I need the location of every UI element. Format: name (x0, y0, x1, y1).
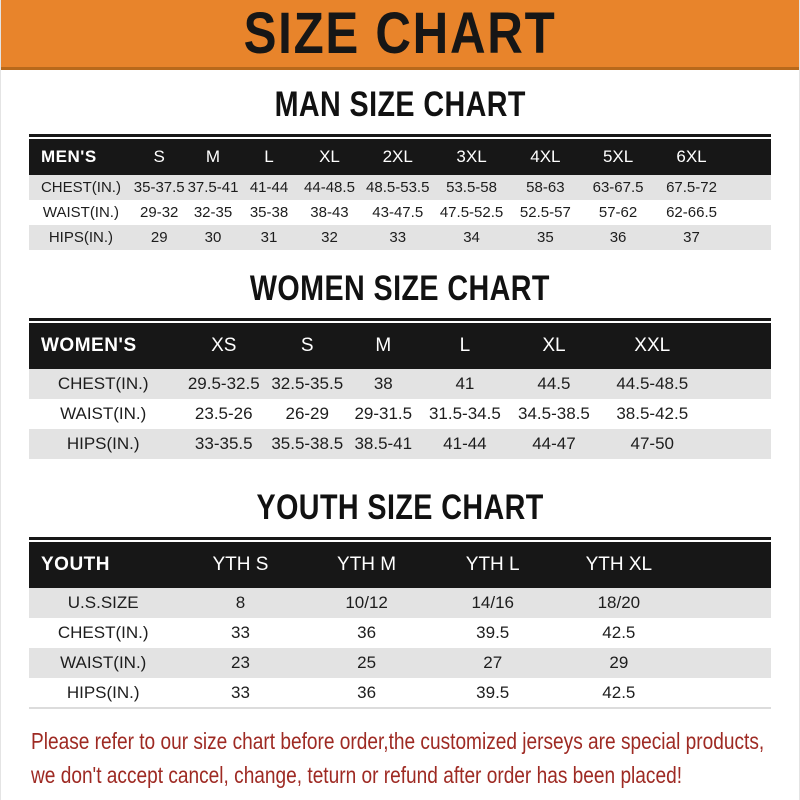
youth-row-spacer-1 (682, 618, 771, 648)
youth-row-label-1: CHEST(IN.) (57, 623, 149, 642)
men-table-label: MEN'S (29, 139, 133, 175)
women-col-header-1: S (270, 323, 344, 369)
men-row-spacer-0 (729, 175, 771, 200)
women-cell-1-4: 34.5-38.5 (518, 404, 590, 423)
men-cell-2-4: 33 (389, 229, 407, 246)
men-cell-0-4: 48.5-53.5 (366, 179, 430, 196)
youth-cell-2-3: 29 (609, 653, 629, 672)
youth-cell-0-2: 14/16 (471, 593, 514, 612)
women-row-spacer-0 (704, 369, 771, 399)
women-row-spacer-2 (704, 429, 771, 459)
youth-size-table-wrap (29, 537, 771, 709)
youth-cell-2-0: 23 (231, 653, 250, 672)
men-cell-0-7: 63-67.5 (592, 179, 644, 196)
youth-row-label-0: U.S.SIZE (67, 593, 139, 612)
youth-cell-1-1: 36 (357, 623, 377, 642)
youth-table-top-rule (29, 537, 771, 540)
women-row-spacer-1 (704, 399, 771, 429)
men-cell-2-7: 36 (609, 229, 627, 246)
women-cell-2-3: 41-44 (443, 434, 487, 453)
disclaimer-line-1: Please refer to our size chart before order,the customized jerseys are special products, (31, 728, 765, 754)
women-col-header-5: XXL (600, 323, 704, 369)
women-cell-0-3: 41 (455, 374, 475, 393)
women-row-label-2: HIPS(IN.) (66, 434, 140, 453)
youth-row-1 (29, 618, 771, 648)
men-col-header-8: 6XL (654, 139, 728, 175)
women-row-label-1: WAIST(IN.) (60, 404, 147, 423)
men-cell-2-0: 29 (150, 229, 168, 246)
youth-col-header-0: YTH S (177, 542, 303, 588)
men-col-header-6: 4XL (509, 139, 582, 175)
youth-col-header-2: YTH L (430, 542, 556, 588)
men-cell-1-1: 32-35 (193, 204, 233, 221)
men-cell-1-8: 62-66.5 (666, 204, 717, 221)
women-size-table (29, 323, 771, 459)
youth-size-table (29, 542, 771, 709)
men-cell-0-1: 37.5-41 (187, 179, 239, 196)
youth-cell-0-0: 8 (235, 593, 246, 612)
men-col-header-5: 3XL (434, 139, 509, 175)
men-table-top-rule (29, 134, 771, 137)
men-cell-2-6: 35 (537, 229, 554, 246)
youth-row-spacer-2 (682, 648, 771, 678)
men-col-header-4: 2XL (361, 139, 434, 175)
youth-header-row (29, 542, 771, 588)
disclaimer-line-2: we don't accept cancel, change, teturn or refund after order has been placed! (31, 762, 683, 788)
women-cell-0-1: 32.5-35.5 (271, 374, 344, 393)
youth-cell-3-2: 39.5 (476, 682, 510, 702)
women-cell-2-1: 35.5-38.5 (271, 434, 344, 453)
men-row-spacer-1 (729, 200, 771, 225)
youth-row-label-3: HIPS(IN.) (66, 682, 140, 702)
youth-cell-0-1: 10/12 (345, 593, 388, 612)
women-row-2 (29, 429, 771, 459)
women-section-title-text: WOMEN SIZE CHART (250, 269, 550, 308)
men-cell-2-8: 37 (683, 229, 700, 246)
men-col-header-2: L (240, 139, 297, 175)
men-cell-2-5: 34 (463, 229, 480, 246)
men-cell-2-3: 32 (321, 229, 338, 246)
women-row-1 (29, 399, 771, 429)
women-cell-1-0: 23.5-26 (194, 404, 253, 423)
women-header-spacer (704, 323, 771, 369)
youth-row-spacer-3 (682, 678, 771, 708)
youth-cell-3-3: 42.5 (602, 682, 636, 702)
youth-row-0 (29, 588, 771, 618)
women-table-top-rule (29, 318, 771, 321)
men-row-label-1: WAIST(IN.) (42, 204, 119, 221)
men-row-0 (29, 175, 771, 200)
women-cell-2-4: 44-47 (532, 434, 576, 453)
men-cell-1-2: 35-38 (249, 204, 289, 221)
men-row-label-2: HIPS(IN.) (48, 229, 114, 246)
men-col-header-0: S (133, 139, 186, 175)
men-cell-0-2: 41-44 (249, 179, 289, 196)
women-col-header-0: XS (177, 323, 270, 369)
men-cell-1-6: 52.5-57 (519, 204, 571, 221)
youth-header-spacer (682, 542, 771, 588)
women-cell-1-3: 31.5-34.5 (428, 404, 501, 423)
order-disclaimer (31, 724, 799, 792)
youth-cell-2-1: 25 (357, 653, 377, 672)
women-row-0 (29, 369, 771, 399)
men-cell-0-0: 35-37.5 (133, 179, 185, 196)
men-cell-1-0: 29-32 (140, 204, 179, 221)
women-size-table-wrap (29, 318, 771, 459)
men-row-spacer-2 (729, 225, 771, 250)
men-cell-0-8: 67.5-72 (666, 179, 717, 196)
youth-row-label-2: WAIST(IN.) (60, 653, 147, 672)
women-col-header-2: M (344, 323, 422, 369)
men-cell-0-3: 44-48.5 (304, 179, 355, 196)
youth-row-2 (29, 648, 771, 678)
youth-row-spacer-0 (682, 588, 771, 618)
women-cell-2-0: 33-35.5 (194, 434, 253, 453)
youth-row-3 (29, 678, 771, 708)
men-cell-1-7: 57-62 (598, 204, 638, 221)
youth-cell-1-2: 39.5 (476, 623, 510, 642)
women-col-header-3: L (422, 323, 507, 369)
youth-cell-0-3: 18/20 (597, 593, 641, 612)
youth-section-title (1, 490, 799, 526)
men-col-header-1: M (186, 139, 241, 175)
youth-cell-3-0: 33 (231, 682, 250, 702)
youth-section-title-text: YOUTH SIZE CHART (256, 488, 544, 527)
men-cell-2-1: 30 (204, 229, 222, 246)
youth-col-header-3: YTH XL (556, 542, 682, 588)
men-col-header-3: XL (298, 139, 362, 175)
men-row-label-0: CHEST(IN.) (40, 179, 121, 196)
men-cell-1-3: 38-43 (310, 204, 349, 221)
man-section-title-text: MAN SIZE CHART (274, 85, 526, 124)
women-cell-2-5: 47-50 (630, 434, 674, 453)
men-row-2 (29, 225, 771, 250)
women-cell-0-0: 29.5-32.5 (187, 374, 260, 393)
men-cell-0-5: 53.5-58 (446, 179, 497, 196)
men-row-1 (29, 200, 771, 225)
women-header-row (29, 323, 771, 369)
men-size-table-wrap (29, 134, 771, 250)
youth-cell-2-2: 27 (483, 653, 503, 672)
size-chart-banner (1, 0, 799, 70)
women-cell-0-4: 44.5 (537, 374, 571, 393)
youth-table-label: YOUTH (29, 542, 177, 588)
men-cell-0-6: 58-63 (526, 179, 565, 196)
women-col-header-4: XL (508, 323, 601, 369)
man-section-title (1, 87, 799, 123)
women-cell-1-2: 29-31.5 (354, 404, 413, 423)
men-cell-2-2: 31 (260, 229, 278, 246)
women-section-title (1, 271, 799, 307)
women-cell-0-2: 38 (373, 374, 393, 393)
youth-col-header-1: YTH M (304, 542, 430, 588)
men-cell-1-4: 43-47.5 (372, 204, 424, 221)
women-cell-1-1: 26-29 (285, 404, 329, 423)
banner-title: SIZE CHART (243, 0, 557, 66)
youth-cell-1-3: 42.5 (602, 623, 636, 642)
women-cell-2-2: 38.5-41 (354, 434, 413, 453)
men-col-header-7: 5XL (582, 139, 655, 175)
men-cell-1-5: 47.5-52.5 (439, 204, 504, 221)
men-header-spacer (729, 139, 771, 175)
men-header-row (29, 139, 771, 175)
youth-cell-3-1: 36 (357, 682, 377, 702)
youth-cell-1-0: 33 (231, 623, 250, 642)
women-cell-1-5: 38.5-42.5 (616, 404, 689, 423)
women-table-label: WOMEN'S (29, 323, 177, 369)
women-row-label-0: CHEST(IN.) (57, 374, 149, 393)
men-size-table (29, 139, 771, 250)
women-cell-0-5: 44.5-48.5 (616, 374, 689, 393)
